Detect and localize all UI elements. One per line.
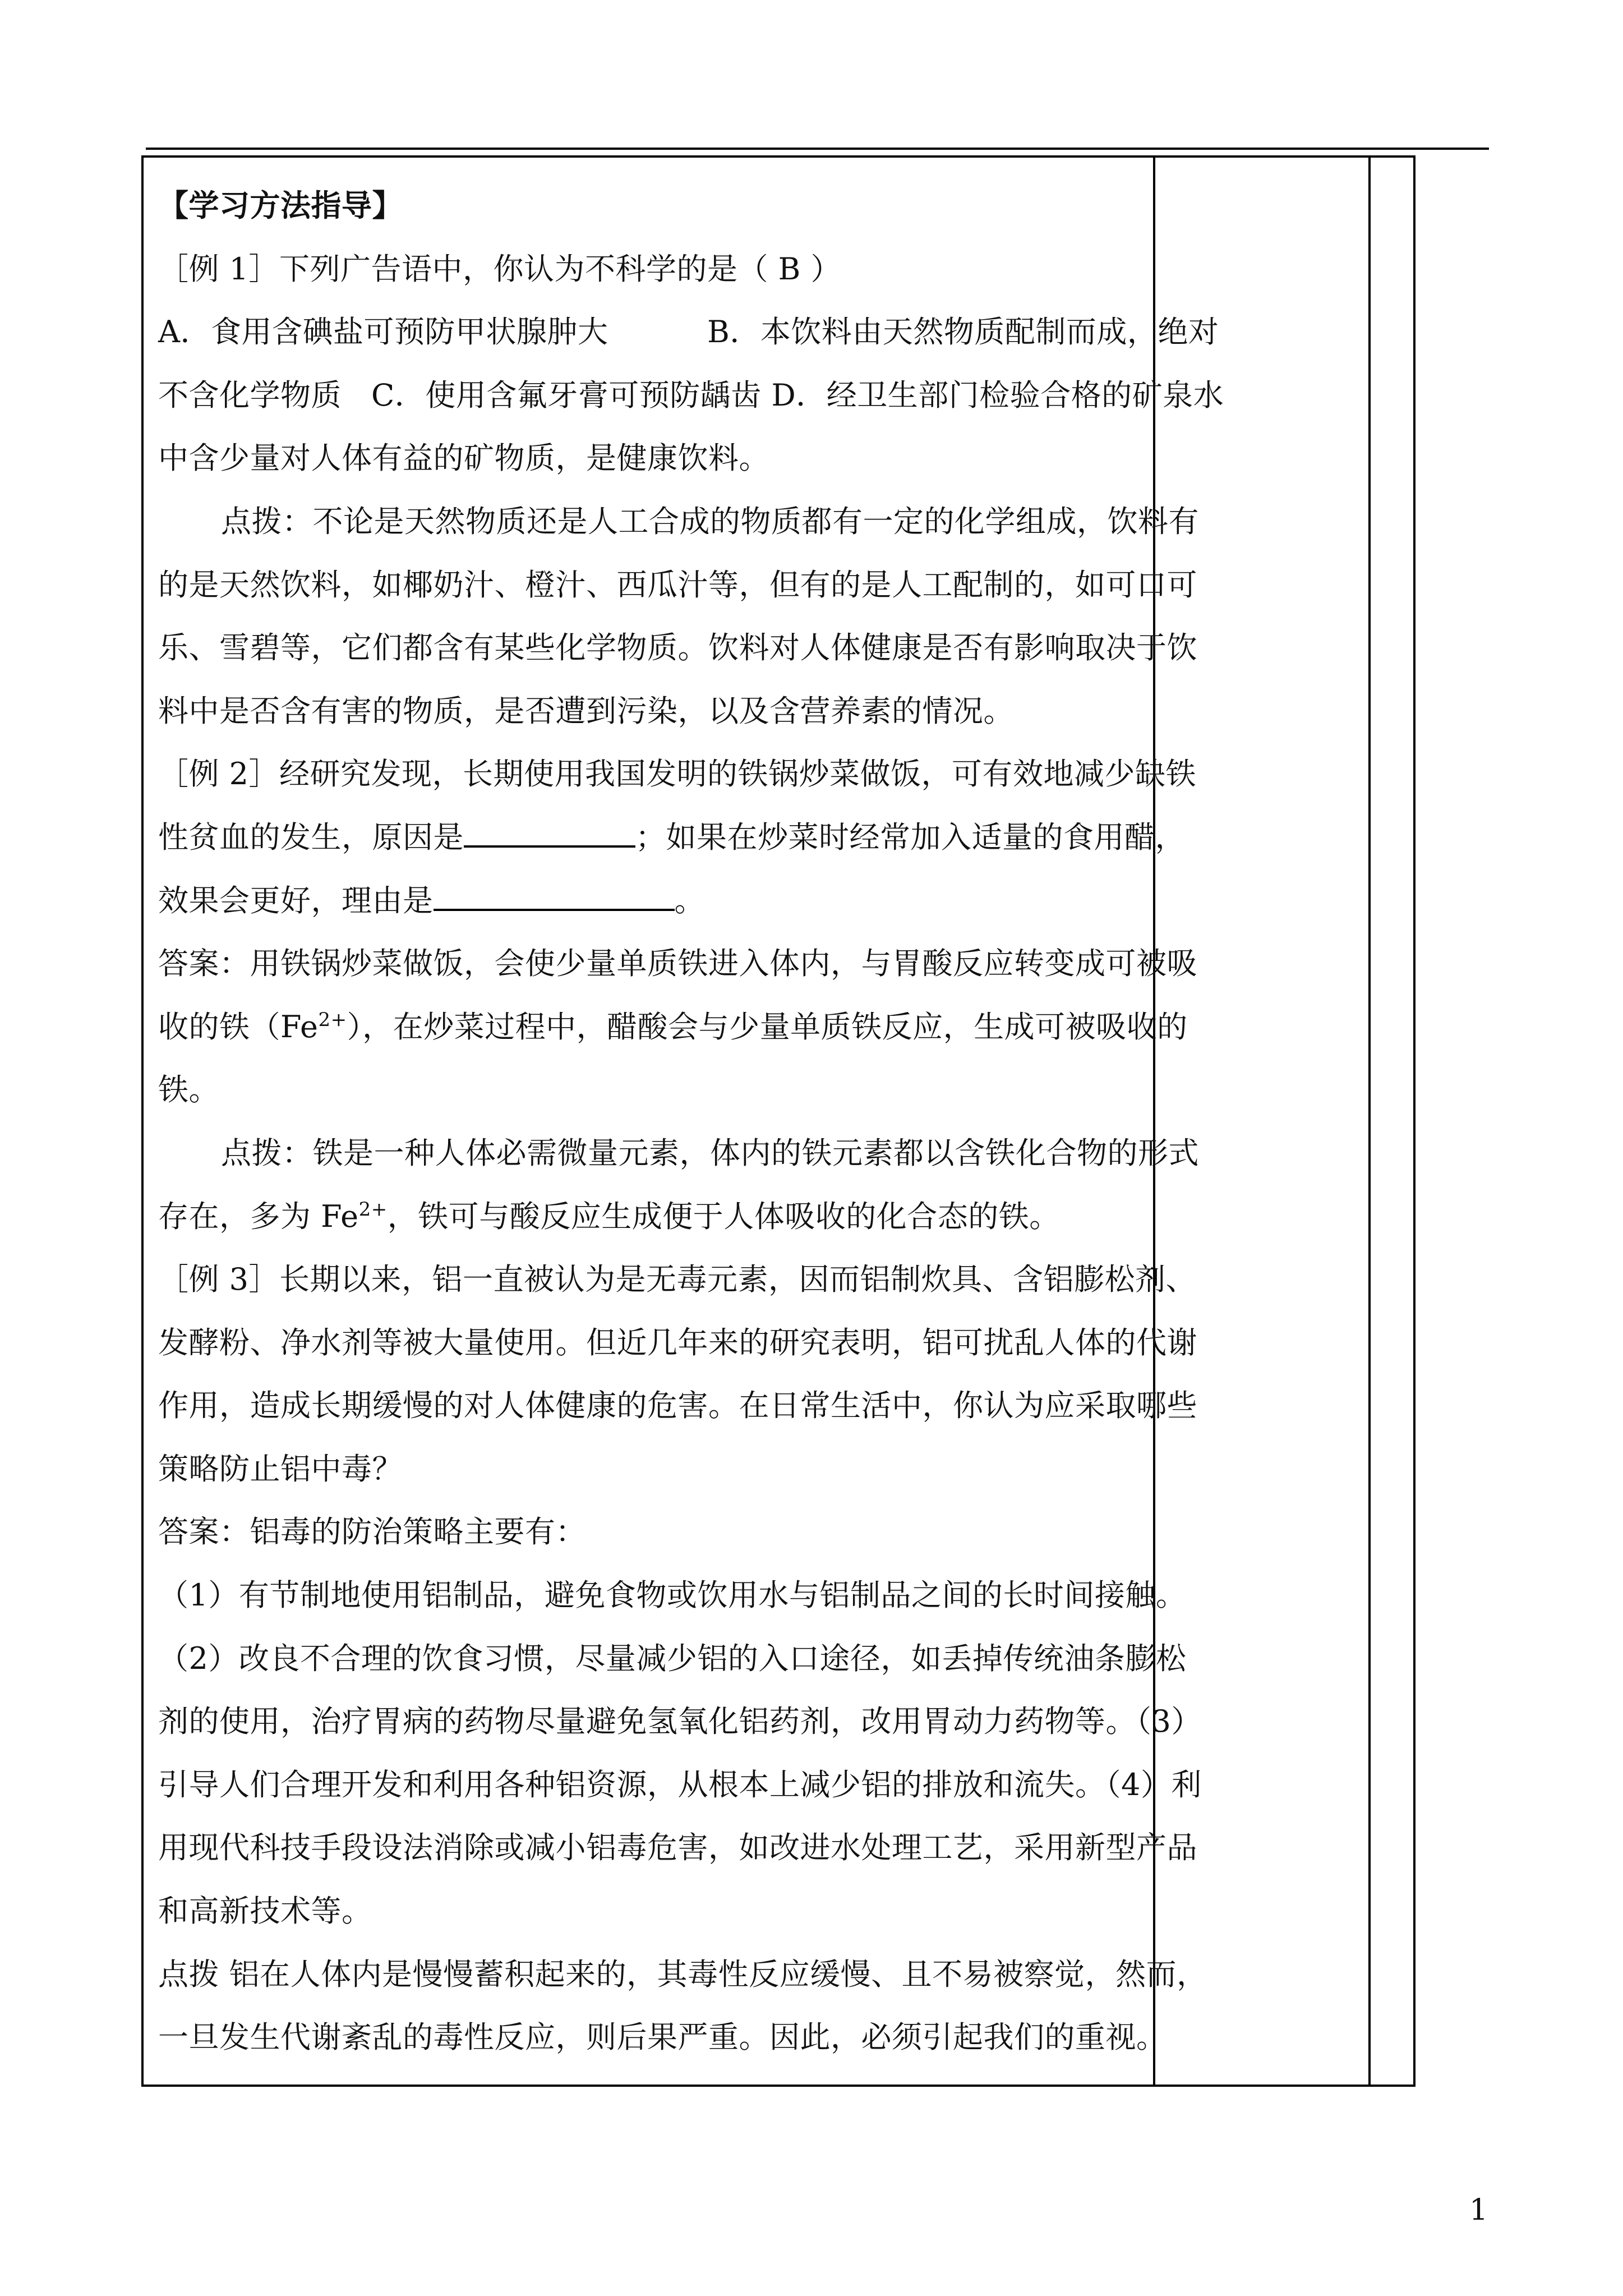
example-2-text: ；如果在炒菜时经常加入适量的食用醋， [635, 819, 1186, 855]
example-2-answer-line [158, 996, 1188, 1059]
header-rule [146, 148, 1489, 150]
example-1-tip-line: 点拨：不论是天然物质还是人工合成的物质都有一定的化学组成，饮料有 [221, 503, 1199, 539]
answer-blank-1 [464, 818, 635, 848]
example-3-question-line: ［例 3］长期以来，铝一直被认为是无毒元素，因而铝制炊具、含铝膨松剂、 [158, 1262, 1197, 1297]
example-2-tip-line [158, 1185, 1145, 1249]
example-3-answer-line: 剂的使用，治疗胃病的药物尽量避免氢氧化铝药剂，改用胃动力药物等。（3） [158, 1704, 1202, 1740]
example-2-text: 性贫血的发生，原因是 [158, 819, 464, 855]
section-heading: 【学习方法指导】 [158, 188, 403, 223]
example-3-answer-line: （1）有节制地使用铝制品，避免食物或饮用水与铝制品之间的长时间接触。 [158, 1577, 1187, 1613]
ion-charge: 2+ [358, 1198, 388, 1221]
main-cell [158, 174, 1224, 2069]
example-2-question: ［例 2］经研究发现，长期使用我国发明的铁锅炒菜做饭，可有效地减少缺铁 [158, 756, 1197, 792]
example-2-tip-text: 存在，多为 Fe [158, 1198, 359, 1234]
example-3-answer-line: （2）改良不合理的饮食习惯，尽量减少铝的入口途径，如丢掉传统油条膨松 [158, 1640, 1187, 1676]
ion-charge: 2+ [318, 1008, 347, 1031]
example-1-question: ［例 1］下列广告语中，你认为不科学的是（ B ） [158, 251, 842, 287]
example-2-question-line [158, 869, 1145, 933]
example-3-answer-line: 用现代科技手段设法消除或减小铝毒危害，如改进水处理工艺，采用新型产品 [158, 1830, 1197, 1866]
example-3-answer-line: 答案：铝毒的防治策略主要有： [158, 1514, 586, 1550]
example-2-tip-line: 点拨：铁是一种人体必需微量元素，体内的铁元素都以含铁化合物的形式 [221, 1135, 1199, 1171]
column-divider-2 [1368, 158, 1371, 2085]
example-1-tip-line: 的是天然饮料，如椰奶汁、橙汁、西瓜汁等，但有的是人工配制的，如可口可 [158, 567, 1197, 602]
example-1-option-line: A．食用含碘盐可预防甲状腺肿大 B．本饮料由天然物质配制而成，绝对 [158, 314, 1219, 350]
example-2-answer-line: 铁。 [158, 1072, 219, 1108]
example-2-answer-text: ），在炒菜过程中，醋酸会与少量单质铁反应，生成可被吸收的 [347, 1009, 1188, 1045]
example-3-tip-line: 点拨 铝在人体内是慢慢蓄积起来的，其毒性反应缓慢、且不易被察觉，然而， [158, 1956, 1207, 1992]
page-number: 1 [1469, 2193, 1488, 2227]
example-1-option-line: 中含少量对人体有益的矿物质，是健康饮料。 [158, 440, 769, 476]
example-1-option-line: 不含化学物质 C．使用含氟牙膏可预防龋齿 D．经卫生部门检验合格的矿泉水 [158, 377, 1224, 413]
example-3-answer-line: 引导人们合理开发和利用各种铝资源，从根本上减少铝的排放和流失。（4）利 [158, 1766, 1202, 1802]
example-2-tip-text: ，铁可与酸反应生成便于人体吸收的化合态的铁。 [387, 1198, 1060, 1234]
example-2-answer-text: 收的铁（Fe [158, 1009, 319, 1045]
answer-blank-2 [434, 882, 675, 911]
example-3-tip-line: 一旦发生代谢紊乱的毒性反应，则后果严重。因此，必须引起我们的重视。 [158, 2019, 1167, 2055]
example-2-question-line [158, 806, 1186, 869]
example-2-answer-line: 答案：用铁锅炒菜做饭，会使少量单质铁进入体内，与胃酸反应转变成可被吸 [158, 946, 1197, 982]
example-1-tip-line: 料中是否含有害的物质，是否遭到污染，以及含营养素的情况。 [158, 693, 1014, 729]
example-2-text: 。 [674, 882, 705, 918]
example-1-tip-line: 乐、雪碧等，它们都含有某些化学物质。饮料对人体健康是否有影响取决于饮 [158, 630, 1197, 666]
example-3-question-line: 策略防止铝中毒？ [158, 1451, 403, 1487]
example-3-question-line: 发酵粉、净水剂等被大量使用。但近几年来的研究表明，铝可扰乱人体的代谢 [158, 1324, 1197, 1360]
example-3-answer-line: 和高新技术等。 [158, 1893, 372, 1929]
content-table [141, 155, 1415, 2087]
example-3-question-line: 作用，造成长期缓慢的对人体健康的危害。在日常生活中，你认为应采取哪些 [158, 1388, 1197, 1424]
example-2-text: 效果会更好，理由是 [158, 882, 434, 918]
